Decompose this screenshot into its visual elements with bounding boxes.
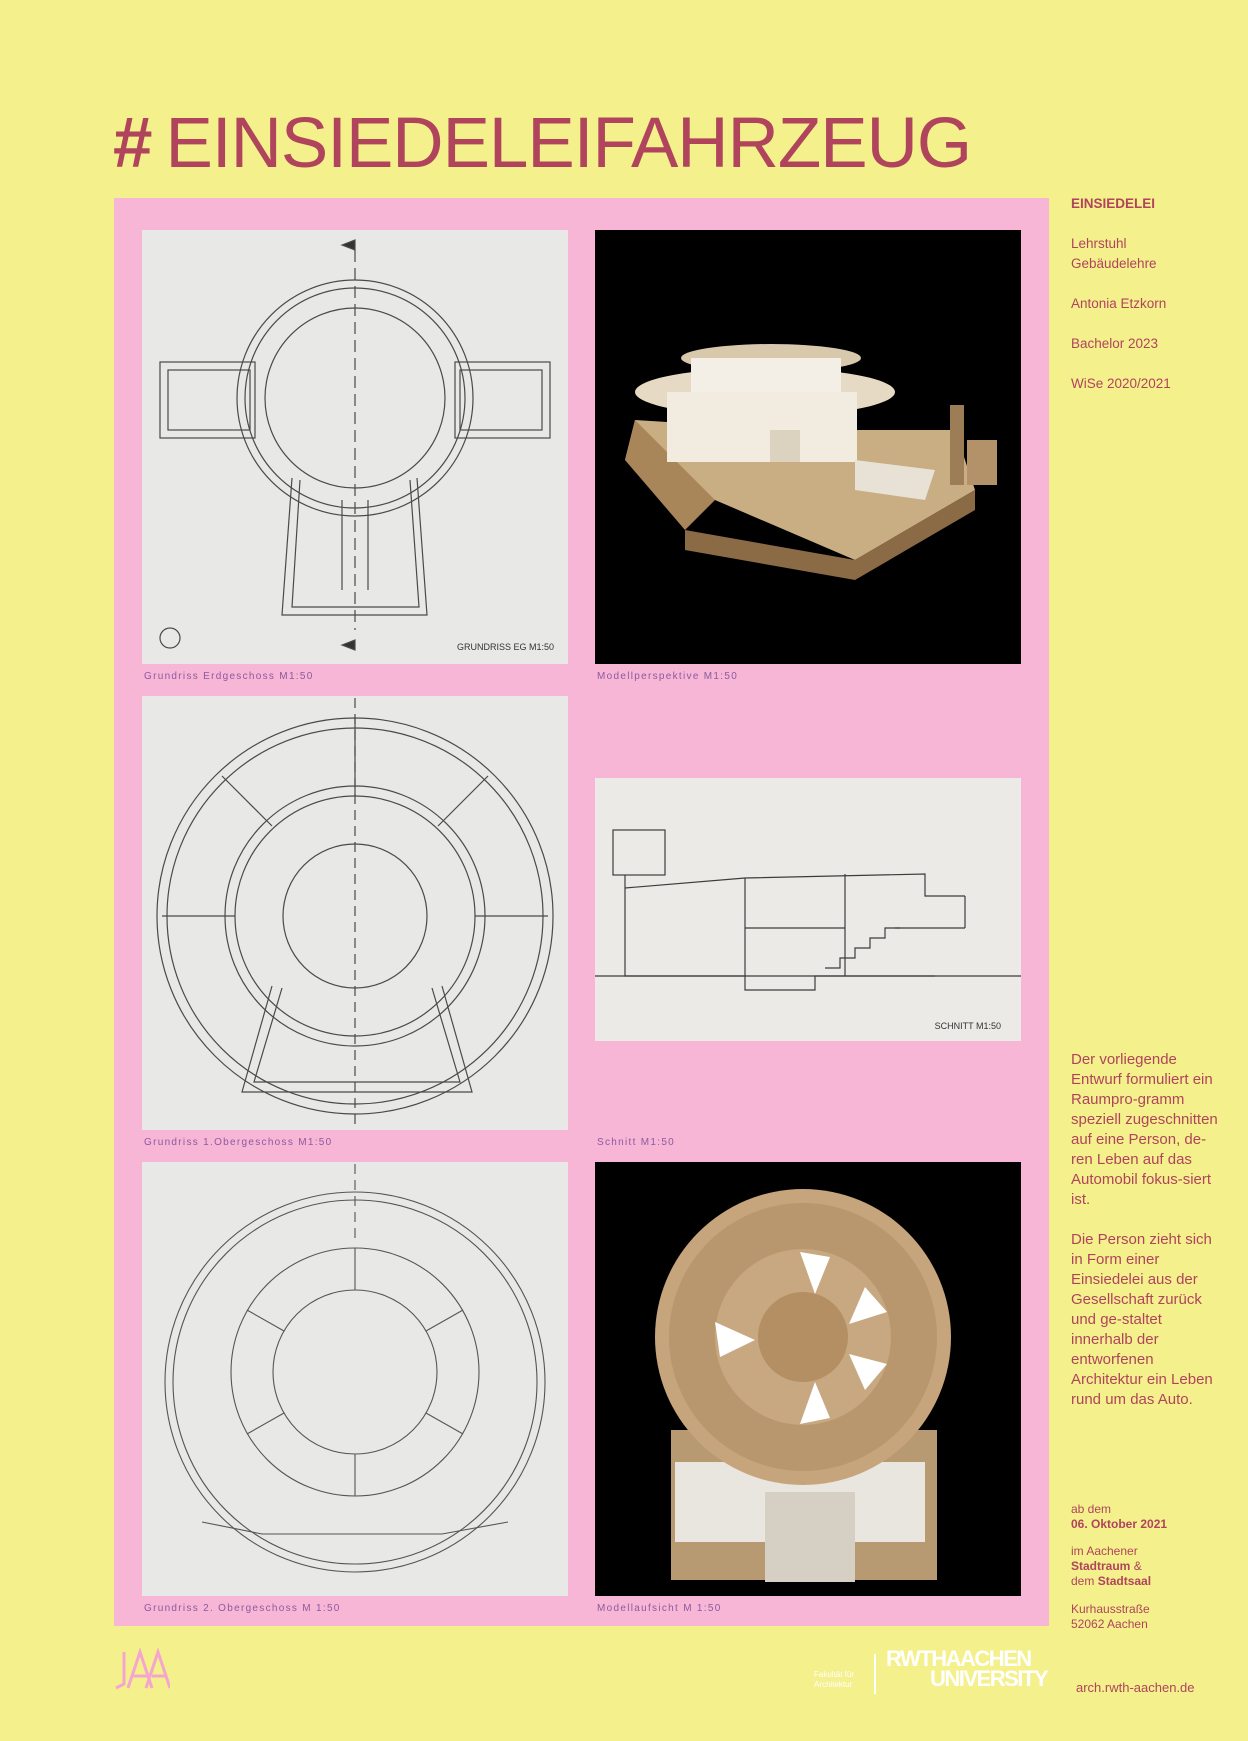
plan-second-floor-image — [142, 1162, 568, 1596]
event-venue-2: Stadtsaal — [1097, 1574, 1152, 1588]
plan-ground-floor-label: GRUNDRISS EG M1:50 — [456, 642, 554, 652]
description — [1071, 1050, 1221, 1430]
event-date: 06. Oktober 2021 — [1071, 1517, 1168, 1531]
faculty-line-2: Architektur — [814, 1680, 853, 1689]
sidebar-heading: EINSIEDELEI — [1071, 196, 1156, 211]
description-paragraph-1: Der vorliegende Entwurf formuliert ein Raumpro-gramm speziell zugeschnitten auf eine Person, de-ren Leben auf das Automobil fokus-siert ist. — [1071, 1051, 1218, 1208]
caption-first-floor: Grundriss 1.Obergeschoss M1:50 — [144, 1137, 333, 1148]
caption-section: Schnitt M1:50 — [597, 1137, 676, 1148]
jaa-logo — [112, 1648, 170, 1692]
sidebar-semester: WiSe 2020/2021 — [1071, 376, 1171, 391]
event-venue-1: Stadtraum — [1071, 1559, 1131, 1573]
model-top-view-image — [595, 1162, 1021, 1596]
hash-symbol: # — [113, 104, 152, 183]
plan-first-floor-image — [142, 696, 568, 1130]
page-title — [113, 104, 972, 183]
description-paragraph-2: Die Person zieht sich in Form einer Einsiedelei aus der Gesellschaft zurück und ge-staltet innerhalb der entworfenen Architektur ein Leben rund um das Auto. — [1071, 1231, 1213, 1408]
rwth-university: UNIVERSITY — [930, 1666, 1048, 1691]
sidebar-chair-line1: Lehrstuhl — [1071, 236, 1127, 251]
section-image — [595, 778, 1021, 1041]
event-venue-prefix: im Aachener — [1071, 1544, 1138, 1558]
caption-model-perspective: Modellperspektive M1:50 — [597, 671, 739, 682]
event-venue-line-1 — [1071, 1559, 1142, 1574]
event-from-label: ab dem — [1071, 1502, 1112, 1516]
caption-second-floor: Grundriss 2. Obergeschoss M 1:50 — [144, 1603, 341, 1614]
event-city: 52062 Aachen — [1071, 1617, 1148, 1631]
rwth-name: RWTHAACHEN — [886, 1646, 1031, 1671]
event-street: Kurhausstraße — [1071, 1602, 1150, 1616]
title-text: EINSIEDELEIFAHRZEUG — [165, 104, 972, 183]
caption-ground-floor: Grundriss Erdgeschoss M1:50 — [144, 671, 314, 682]
faculty-line-1: Fakultät für — [814, 1670, 855, 1679]
event-venue-line-2 — [1071, 1574, 1151, 1589]
caption-model-top-view: Modellaufsicht M 1:50 — [597, 1603, 722, 1614]
sidebar-author: Antonia Etzkorn — [1071, 296, 1167, 311]
plan-ground-floor-image — [142, 230, 568, 664]
event-venue2-prefix: dem — [1071, 1574, 1095, 1588]
event-venue-join: & — [1133, 1559, 1142, 1573]
section-label: SCHNITT M1:50 — [934, 1021, 1001, 1031]
sidebar-chair-line2: Gebäudelehre — [1071, 256, 1157, 271]
sidebar-degree: Bachelor 2023 — [1071, 336, 1159, 351]
model-perspective-image — [595, 230, 1021, 664]
website-link[interactable]: arch.rwth-aachen.de — [1076, 1680, 1195, 1695]
faculty-label — [814, 1670, 874, 1690]
rwth-divider — [874, 1654, 876, 1694]
